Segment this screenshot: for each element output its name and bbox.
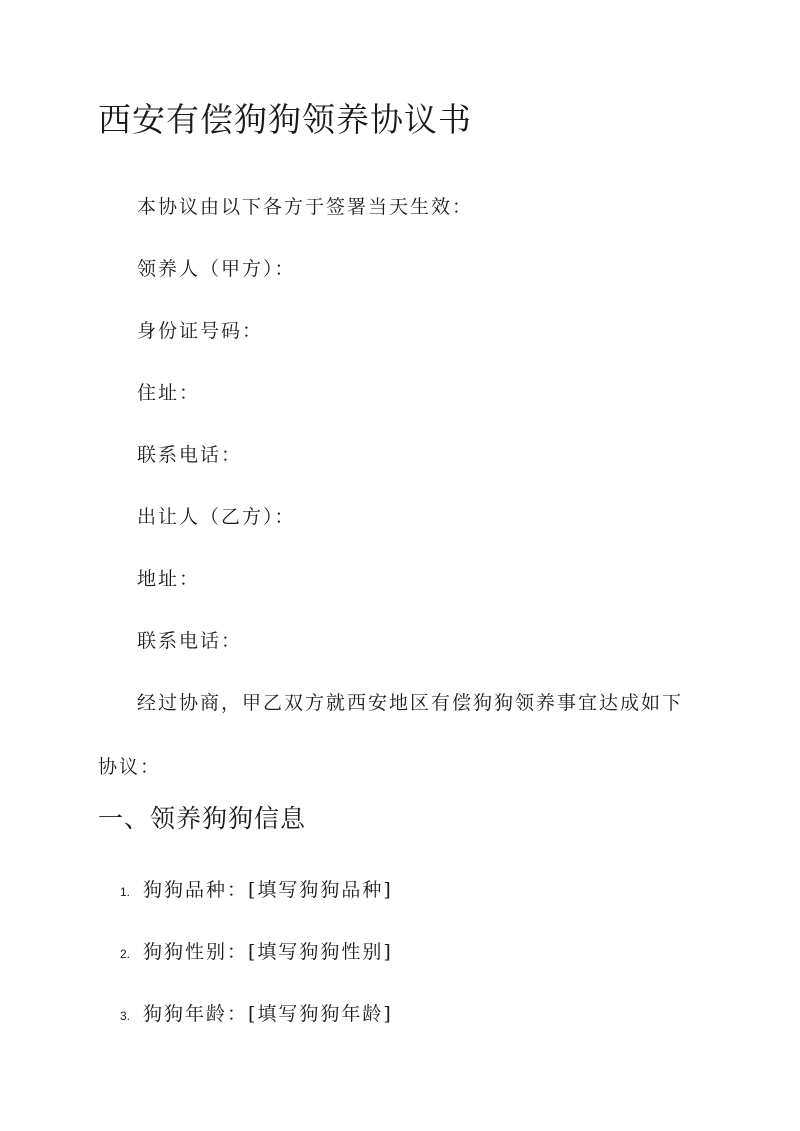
- agreement-statement: 经过协商，甲乙双方就西安地区有偿狗狗领养事宜达成如下协议：: [98, 692, 684, 778]
- party-a-phone-label: 联系电话：: [137, 444, 243, 466]
- list-item-number: 1.: [120, 885, 131, 899]
- party-a-id-label: 身份证号码：: [137, 320, 264, 342]
- document-title: 西安有偿狗狗领养协议书: [98, 100, 472, 139]
- list-item: [120, 938, 393, 968]
- party-b-phone-label: 联系电话：: [137, 630, 243, 652]
- list-item: [120, 1000, 393, 1030]
- section-1-heading: 一、领养狗狗信息: [98, 804, 307, 833]
- intro-paragraph: 本协议由以下各方于签署当天生效：: [137, 196, 474, 218]
- list-item: [120, 876, 393, 906]
- list-item-text: 狗狗品种：[填写狗狗品种]: [143, 879, 393, 901]
- party-a-address-label: 住址：: [137, 382, 201, 404]
- list-item-number: 2.: [120, 947, 131, 961]
- list-item-number: 3.: [120, 1009, 131, 1023]
- list-item-text: 狗狗年龄：[填写狗狗年龄]: [143, 1003, 393, 1025]
- party-b-address-label: 地址：: [137, 568, 201, 590]
- list-item-text: 狗狗性别：[填写狗狗性别]: [143, 941, 393, 963]
- party-a-heading: 领养人（甲方）：: [137, 258, 296, 280]
- party-b-heading: 出让人（乙方）：: [137, 506, 296, 528]
